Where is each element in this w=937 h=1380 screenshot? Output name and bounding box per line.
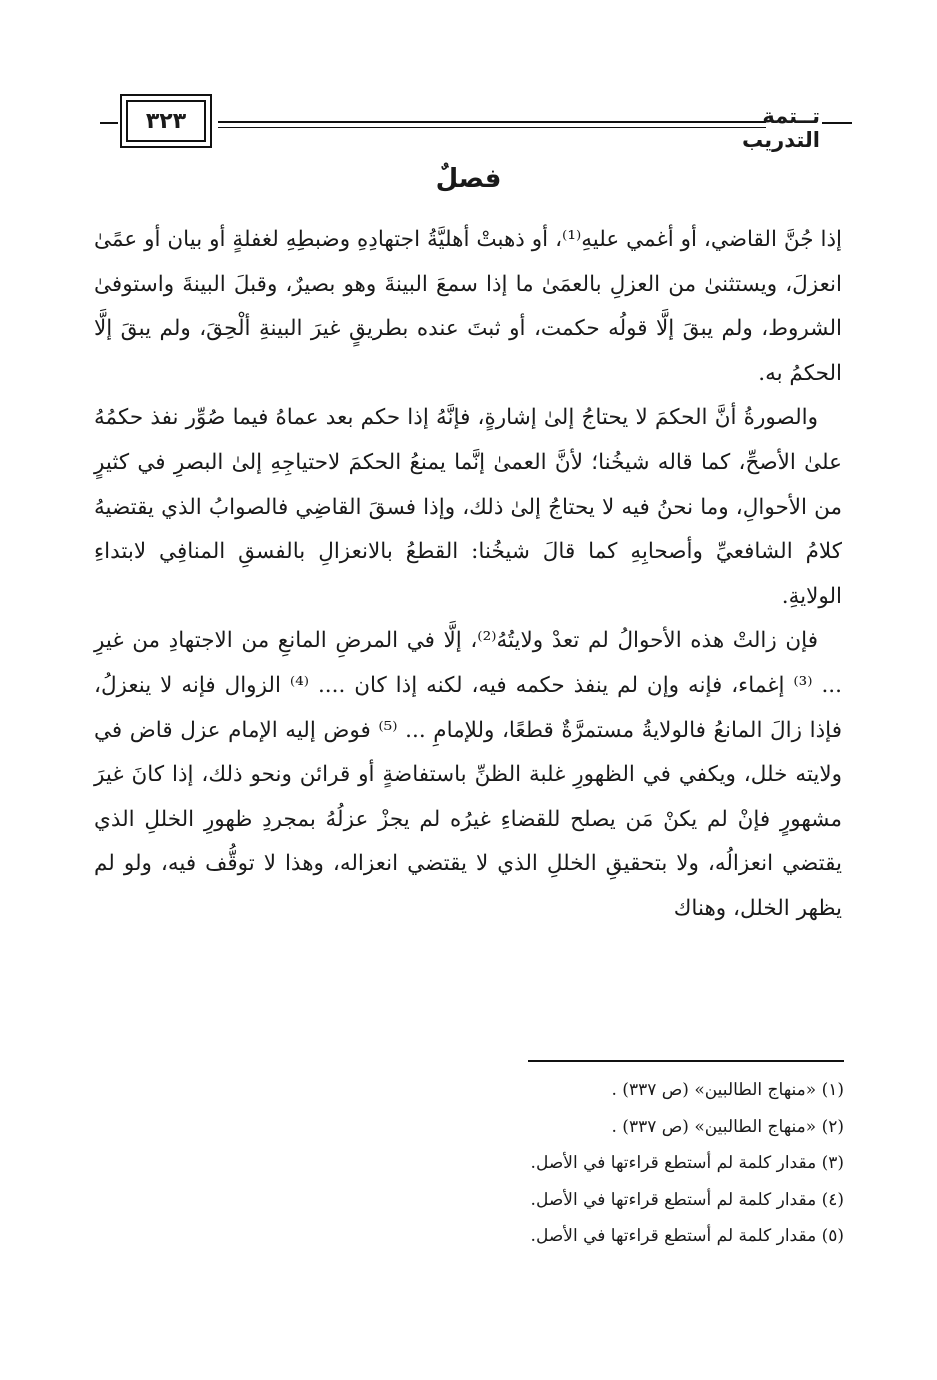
header-right-dash (822, 122, 852, 124)
paragraph: إذا جُنَّ القاضي، أو أغمي عليهِ⁽¹⁾، أو ذهبتْ أهليَّةُ اجتهادِهِ وضبطِهِ لغفلةٍ أو بيان أو عمًىٰ انعزلَ، ويستثنىٰ من العزلِ بالعمَىٰ ما إذا سمعَ البينةَ وهو بصيرٌ، وقبلَ البينةَ واستوفىٰ الشروط، ولم يبقَ إلَّا قولُه حكمت، أو ثبتَ عنده بطريقٍ غيرَ البينةِ ألْحِقَ، ولم يبقَ إلَّا الحكمُ به. (94, 227, 842, 386)
running-title: تــتمة التدريب (742, 104, 820, 152)
footnote-separator (528, 1060, 844, 1062)
footnote-item: (٣) مقدار كلمة لم أستطع قراءتها في الأصل. (530, 1153, 844, 1173)
paragraph: والصورةُ أنَّ الحكمَ لا يحتاجُ إلىٰ إشارةٍ، فإنَّهُ إذا حكم بعد عماهُ فيما صُوِّر نفذ حكمُهُ علىٰ الأصحِّ، كما قاله شيخُنا؛ لأنَّ العمىٰ إنَّما يمنعُ الحكمَ لاحتياجِهِ إلىٰ البصرِ في كثيرٍ من الأحوالِ، وما نحنُ فيه لا يحتاجُ إلىٰ ذلك، وإذا فسقَ القاضِي فالصوابُ الذي يقتضيهُ كلامُ الشافعيِّ وأصحابِهِ كما قالَ شيخُنا: القطعُ بالانعزالِ بالفسقِ المنافِي لابتداءِ الولايةِ. (94, 405, 842, 609)
page-header (100, 94, 852, 154)
page-number: ٣٢٣ (126, 100, 206, 142)
footnotes (300, 1072, 844, 1255)
body-text (94, 218, 842, 932)
footnote-item: (٢) «منهاج الطالبين» (ص ٣٣٧) . (611, 1116, 844, 1137)
paragraph: فإن زالتْ هذه الأحوالُ لم تعدْ ولايتُهُ⁽²⁾، إلَّا في المرضِ المانعِ من الاجتهادِ من غيرِ ... ⁽³⁾ إغماء، فإنه وإن لم ينفذ حكمه فيه، لكنه إذا كان .... ⁽⁴⁾ الزوال فإنه لا ينعزلُ، فإذا زالَ المانعُ فالولايةُ مستمرَّةٌ قطعًا، وللإمامِ ... ⁽⁵⁾ فوض إليه الإمام عزل قاض في ولايته خلل، ويكفي في الظهورِ غلبة الظنِّ باستفاضةٍ أو قرائن ونحو ذلك، إذا كانَ غيرَ مشهورٍ فإنْ لم يكنْ مَن يصلح للقضاءِ غيرُه لم يجزْ عزلُهُ بمجردِ ظهورِ الخللِ الذي يقتضي انعزالُه، ولا بتحقيقِ الخللِ الذي لا يقتضي انعزاله، وهذا لا توقُّف فيه، ولو لم يظهر الخلل، وهناك (94, 628, 842, 921)
footnote-item: (٤) مقدار كلمة لم أستطع قراءتها في الأصل. (530, 1189, 844, 1210)
page-number-frame (120, 94, 212, 148)
footnote-item: (٥) مقدار كلمة لم أستطع قراءتها في الأصل. (530, 1226, 844, 1246)
header-left-dash (100, 122, 118, 124)
section-heading: فصلٌ (435, 164, 502, 194)
footnote-item: (١) «منهاج الطالبين» (ص ٣٣٧) . (611, 1080, 844, 1100)
